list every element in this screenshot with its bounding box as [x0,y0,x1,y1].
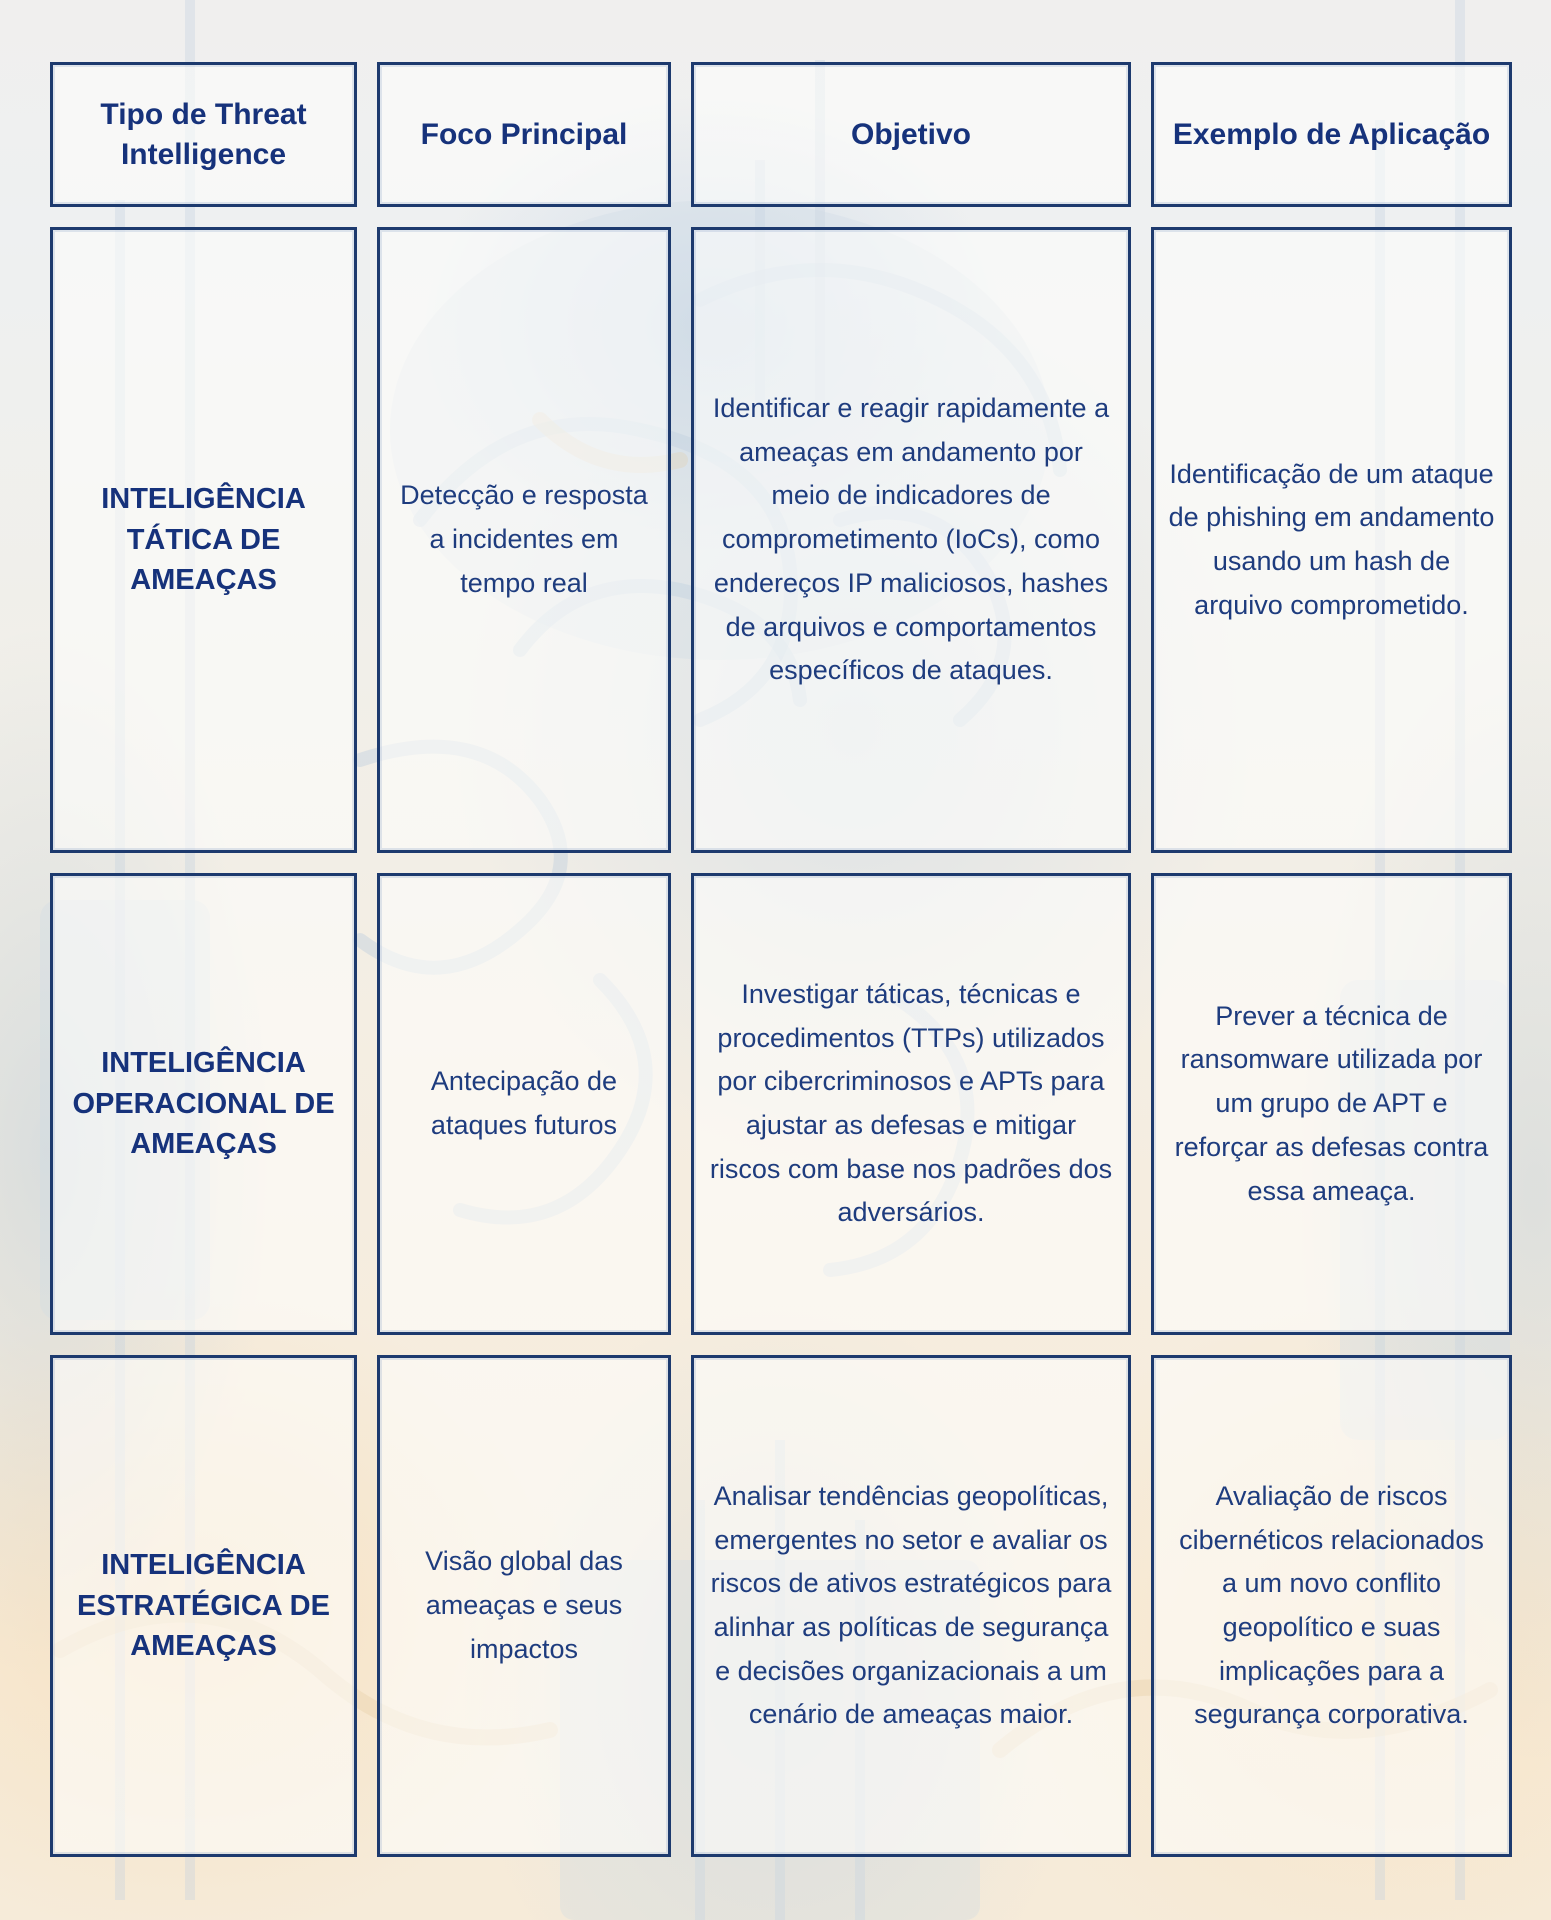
row-tactical-objective-cell [691,227,1131,853]
row-tactical-example-cell [1151,227,1512,853]
cell-text: Investigar táticas, técnicas e procedimentos (TTPs) utilizados por cibercriminosos e APTs para ajustar as defesas e mitigar riscos com base nos padrões dos adversários. [709,978,1113,1228]
column-header-tipo-de-threat-intelligence [50,62,357,207]
row-strategic-focus-cell [377,1355,671,1857]
cell-text: Visão global das ameaças e seus impactos [425,1546,623,1664]
cell-text: Prever a técnica de ransomware utilizada por um grupo de APT e reforçar as defesas contra essa ameaça. [1174,1000,1489,1206]
column-header-label: Objetivo [850,117,971,151]
row-tactical-type-cell [50,227,357,853]
column-header-label: Foco Principal [420,117,628,151]
row-strategic-objective-cell [691,1355,1131,1857]
row-operational-focus-cell [377,873,671,1335]
row-strategic-example-cell [1151,1355,1512,1857]
cell-text: Antecipação de ataques futuros [430,1066,618,1140]
cell-text: Identificação de um ataque de phishing em andamento usando um hash de arquivo comprometido. [1168,458,1495,620]
column-header-foco-principal [377,62,671,207]
row-operational-example-cell [1151,873,1512,1335]
cell-text: Avaliação de riscos cibernéticos relacionados a um novo conflito geopolítico e suas implicações para a segurança corporativa. [1179,1480,1484,1730]
row-tactical-focus-cell [377,227,671,853]
cell-text: Analisar tendências geopolíticas, emergentes no setor e avaliar os riscos de ativos estratégicos para alinhar as políticas de segurança e decisões organizacionais a um cenário de ameaças maior. [710,1480,1112,1730]
cell-text: Identificar e reagir rapidamente a ameaças em andamento por meio de indicadores de comprometimento (IoCs), como endereços IP maliciosos, hashes de arquivos e comportamentos específicos de ataques. [712,392,1110,686]
threat-intelligence-table [50,62,1512,1857]
row-type-label: INTELIGÊNCIA TÁTICA DE AMEAÇAS [101,483,306,597]
row-strategic-type-cell [50,1355,357,1857]
column-header-label: Tipo de Threat Intelligence [100,97,307,171]
row-operational-objective-cell [691,873,1131,1335]
row-type-label: INTELIGÊNCIA OPERACIONAL DE AMEAÇAS [72,1047,335,1161]
row-type-label: INTELIGÊNCIA ESTRATÉGICA DE AMEAÇAS [77,1549,330,1663]
cell-text: Detecção e resposta a incidentes em tempo real [400,480,648,598]
column-header-label: Exemplo de Aplicação [1172,117,1491,151]
column-header-objetivo [691,62,1131,207]
column-header-exemplo-de-aplicacao [1151,62,1512,207]
row-operational-type-cell [50,873,357,1335]
